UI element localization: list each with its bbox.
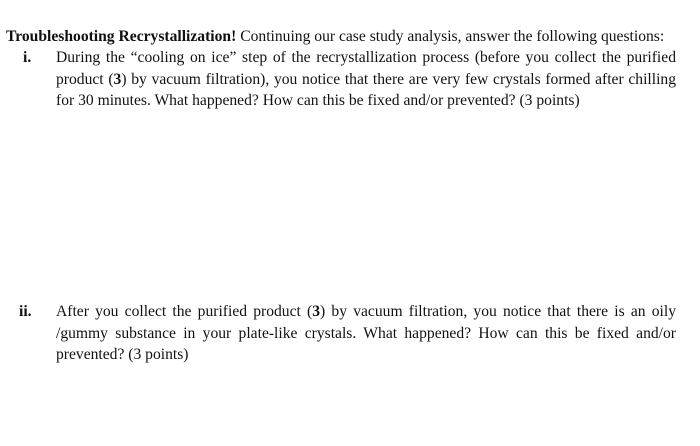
intro-title: Troubleshooting Recrystallization! (6, 28, 237, 45)
compound-number: 3 (113, 70, 122, 88)
intro-text: Continuing our case study analysis, answer the following questions: (236, 28, 665, 45)
question-number: ii. (19, 303, 32, 320)
question-text-part: After you collect the purified product ( (56, 303, 313, 320)
question-text (56, 47, 676, 112)
compound-number: 3 (312, 303, 321, 320)
intro-line (6, 26, 696, 48)
question-text-part: During the “cooling on ice” step of the recrystallization process (before you collect the purified product ( (56, 49, 676, 88)
question-number: i. (23, 49, 32, 66)
question-text (56, 301, 676, 366)
question-text-part: ) by vacuum filtration), you notice that there are very few crystals formed after chilling for 30 minutes. What happened? How can this be fixed and/or prevented? (3 points) (56, 70, 676, 109)
question-text-part: ) by vacuum filtration, you notice that there is an oily /gummy substance in your plate-like crystals. What happened? How can this be fixed and/or prevented? (3 points) (56, 303, 676, 363)
